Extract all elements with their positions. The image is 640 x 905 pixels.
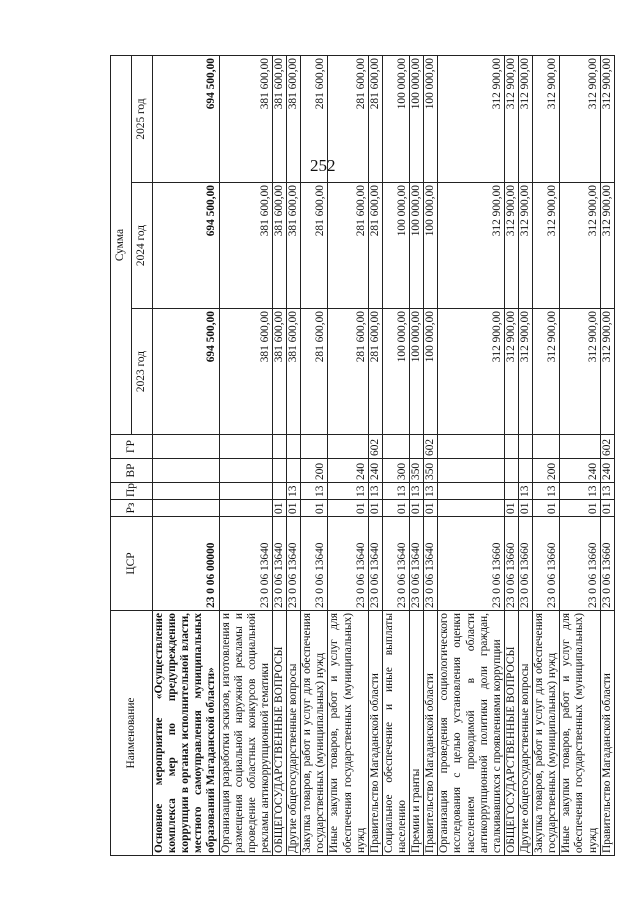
cell-sum-2025: 281 600,00 (328, 56, 368, 183)
cell-rz: 01 (410, 500, 424, 517)
cell-sum-2024: 694 500,00 (153, 183, 220, 309)
col-header-name: Наименование (111, 611, 153, 856)
cell-name: Социальное обеспечение и иные выплаты населению (382, 611, 409, 856)
cell-vr: 200 (533, 459, 560, 483)
cell-sum-2025: 281 600,00 (368, 56, 382, 183)
cell-name: Другие общегосударственные вопросы (287, 611, 301, 856)
col-header-2025: 2025 год (132, 56, 153, 183)
cell-sum-2024: 381 600,00 (272, 183, 286, 309)
cell-sum-2025: 381 600,00 (272, 56, 286, 183)
cell-sum-2025: 312 900,00 (518, 56, 532, 183)
cell-csr: 23 0 06 13640 (368, 517, 382, 611)
cell-vr (219, 459, 272, 483)
cell-gr (560, 435, 600, 459)
table-row (287, 56, 301, 856)
cell-pr: 13 (410, 483, 424, 500)
cell-rz: 01 (287, 500, 301, 517)
cell-sum-2024: 100 000,00 (410, 183, 424, 309)
cell-sum-2023: 281 600,00 (368, 309, 382, 435)
cell-rz: 01 (328, 500, 368, 517)
cell-sum-2025: 312 900,00 (600, 56, 614, 183)
cell-csr: 23 0 06 13640 (301, 517, 328, 611)
cell-sum-2025: 100 000,00 (424, 56, 438, 183)
table-body (153, 56, 615, 856)
cell-name: Организация проведения социологического исследования с целью установления оценки населением проводимой в области антикоррупционной политики доли граждан, сталкивавшихся с проявлениями коррупции (438, 611, 505, 856)
cell-pr: 13 (301, 483, 328, 500)
cell-sum-2024: 100 000,00 (424, 183, 438, 309)
cell-rz: 01 (560, 500, 600, 517)
cell-name: Закупка товаров, работ и услуг для обеспечения государственных (муниципальных) нужд (533, 611, 560, 856)
cell-csr: 23 0 06 13660 (518, 517, 532, 611)
cell-pr (153, 483, 220, 500)
cell-pr (504, 483, 518, 500)
cell-sum-2024: 312 900,00 (438, 183, 505, 309)
cell-pr: 13 (368, 483, 382, 500)
cell-name: Организация разработки эскизов, изготовления и размещения социальной наружной рекламы и проведение областных конкурсов социальной рекламы антикоррупционной тематики (219, 611, 272, 856)
cell-sum-2025: 100 000,00 (410, 56, 424, 183)
cell-csr: 23 0 06 13660 (560, 517, 600, 611)
cell-vr (504, 459, 518, 483)
cell-rz: 01 (504, 500, 518, 517)
cell-rz: 01 (368, 500, 382, 517)
cell-gr (382, 435, 409, 459)
cell-gr (219, 435, 272, 459)
cell-sum-2023: 312 900,00 (560, 309, 600, 435)
cell-sum-2025: 381 600,00 (219, 56, 272, 183)
cell-name: Премии и гранты (410, 611, 424, 856)
cell-csr: 23 0 06 13640 (410, 517, 424, 611)
cell-sum-2024: 312 900,00 (518, 183, 532, 309)
cell-pr: 13 (328, 483, 368, 500)
cell-sum-2025: 312 900,00 (504, 56, 518, 183)
cell-vr (153, 459, 220, 483)
cell-sum-2023: 281 600,00 (301, 309, 328, 435)
cell-sum-2023: 100 000,00 (410, 309, 424, 435)
table-row (272, 56, 286, 856)
cell-name: ОБЩЕГОСУДАРСТВЕННЫЕ ВОПРОСЫ (272, 611, 286, 856)
cell-csr: 23 0 06 13640 (272, 517, 286, 611)
table-row (560, 56, 600, 856)
cell-rz: 01 (533, 500, 560, 517)
cell-pr: 13 (518, 483, 532, 500)
cell-sum-2024: 381 600,00 (219, 183, 272, 309)
cell-rz (438, 500, 505, 517)
cell-sum-2024: 281 600,00 (328, 183, 368, 309)
cell-sum-2023: 381 600,00 (219, 309, 272, 435)
table-row (410, 56, 424, 856)
table-row (518, 56, 532, 856)
cell-name: Основное мероприятие «Осуществление комплекса мер по предупреждению коррупции в органах исполнительной власти, местного самоуправления муниципальных образований Магаданской области» (153, 611, 220, 856)
cell-sum-2023: 100 000,00 (382, 309, 409, 435)
page-number: 252 (310, 156, 336, 175)
col-header-gr: ГР (111, 435, 153, 459)
cell-sum-2023: 312 900,00 (518, 309, 532, 435)
cell-vr: 240 (328, 459, 368, 483)
cell-gr (328, 435, 368, 459)
cell-vr: 240 (560, 459, 600, 483)
cell-pr: 13 (600, 483, 614, 500)
cell-sum-2023: 694 500,00 (153, 309, 220, 435)
cell-gr (153, 435, 220, 459)
cell-gr (504, 435, 518, 459)
cell-rz: 01 (382, 500, 409, 517)
table-row (153, 56, 220, 856)
cell-csr: 23 0 06 13660 (438, 517, 505, 611)
cell-gr (287, 435, 301, 459)
cell-name: Правительство Магаданской области (600, 611, 614, 856)
cell-rz: 01 (518, 500, 532, 517)
table-row (424, 56, 438, 856)
cell-pr (438, 483, 505, 500)
cell-sum-2023: 312 900,00 (504, 309, 518, 435)
cell-rz: 01 (600, 500, 614, 517)
cell-rz (153, 500, 220, 517)
cell-pr: 13 (382, 483, 409, 500)
table-row (301, 56, 328, 856)
cell-vr (272, 459, 286, 483)
cell-csr: 23 0 06 13660 (533, 517, 560, 611)
cell-gr (301, 435, 328, 459)
cell-csr: 23 0 06 13640 (219, 517, 272, 611)
cell-csr: 23 0 06 13640 (287, 517, 301, 611)
rotated-page-area (110, 56, 613, 856)
cell-sum-2024: 281 600,00 (301, 183, 328, 309)
cell-sum-2023: 312 900,00 (438, 309, 505, 435)
cell-name: Правительство Магаданской области (424, 611, 438, 856)
cell-vr: 350 (410, 459, 424, 483)
cell-gr: 602 (424, 435, 438, 459)
col-header-pr: Пр (111, 483, 153, 500)
cell-name: Иные закупки товаров, работ и услуг для обеспечения государственных (муниципальных) нужд (328, 611, 368, 856)
cell-vr (518, 459, 532, 483)
cell-pr: 13 (424, 483, 438, 500)
cell-sum-2024: 100 000,00 (382, 183, 409, 309)
cell-sum-2024: 381 600,00 (287, 183, 301, 309)
cell-vr: 300 (382, 459, 409, 483)
col-header-sum: Сумма (111, 56, 132, 435)
cell-sum-2023: 312 900,00 (600, 309, 614, 435)
rotated-table-container (110, 56, 613, 856)
cell-vr: 240 (368, 459, 382, 483)
cell-sum-2024: 312 900,00 (533, 183, 560, 309)
cell-csr: 23 0 06 13640 (328, 517, 368, 611)
cell-csr: 23 0 06 00000 (153, 517, 220, 611)
col-header-rz: Рз (111, 500, 153, 517)
cell-sum-2023: 100 000,00 (424, 309, 438, 435)
cell-sum-2025: 100 000,00 (382, 56, 409, 183)
cell-sum-2023: 381 600,00 (287, 309, 301, 435)
cell-csr: 23 0 06 13640 (382, 517, 409, 611)
cell-gr (533, 435, 560, 459)
table-row (438, 56, 505, 856)
cell-sum-2025: 381 600,00 (287, 56, 301, 183)
cell-rz: 01 (301, 500, 328, 517)
cell-pr: 13 (287, 483, 301, 500)
cell-sum-2023: 312 900,00 (533, 309, 560, 435)
cell-pr (272, 483, 286, 500)
cell-pr: 13 (560, 483, 600, 500)
col-header-vr: ВР (111, 459, 153, 483)
cell-vr: 350 (424, 459, 438, 483)
cell-name: Другие общегосударственные вопросы (518, 611, 532, 856)
cell-rz (219, 500, 272, 517)
table-row (504, 56, 518, 856)
col-header-csr: ЦСР (111, 517, 153, 611)
cell-sum-2024: 312 900,00 (504, 183, 518, 309)
cell-gr: 602 (368, 435, 382, 459)
cell-name: ОБЩЕГОСУДАРСТВЕННЫЕ ВОПРОСЫ (504, 611, 518, 856)
cell-gr (272, 435, 286, 459)
cell-rz: 01 (424, 500, 438, 517)
table-row (382, 56, 409, 856)
cell-csr: 23 0 06 13660 (504, 517, 518, 611)
table-row (368, 56, 382, 856)
cell-sum-2024: 312 900,00 (600, 183, 614, 309)
cell-sum-2024: 312 900,00 (560, 183, 600, 309)
cell-sum-2025: 312 900,00 (438, 56, 505, 183)
cell-name: Закупка товаров, работ и услуг для обеспечения государственных (муниципальных) нужд (301, 611, 328, 856)
cell-pr (219, 483, 272, 500)
cell-csr: 23 0 06 13660 (600, 517, 614, 611)
cell-gr (438, 435, 505, 459)
table-header (111, 56, 153, 856)
table-row (219, 56, 272, 856)
cell-sum-2025: 694 500,00 (153, 56, 220, 183)
cell-gr (410, 435, 424, 459)
cell-sum-2023: 281 600,00 (328, 309, 368, 435)
cell-name: Иные закупки товаров, работ и услуг для обеспечения государственных (муниципальных) нужд (560, 611, 600, 856)
cell-gr (518, 435, 532, 459)
table-row (600, 56, 614, 856)
cell-sum-2024: 281 600,00 (368, 183, 382, 309)
cell-vr: 240 (600, 459, 614, 483)
cell-vr (438, 459, 505, 483)
cell-sum-2023: 381 600,00 (272, 309, 286, 435)
budget-table (110, 55, 615, 856)
table-row (328, 56, 368, 856)
cell-sum-2025: 312 900,00 (533, 56, 560, 183)
cell-name: Правительство Магаданской области (368, 611, 382, 856)
cell-gr: 602 (600, 435, 614, 459)
cell-csr: 23 0 06 13640 (424, 517, 438, 611)
cell-vr (287, 459, 301, 483)
col-header-2023: 2023 год (132, 309, 153, 435)
table-row (533, 56, 560, 856)
cell-sum-2025: 281 600,00 (301, 56, 328, 183)
cell-rz: 01 (272, 500, 286, 517)
col-header-2024: 2024 год (132, 183, 153, 309)
cell-pr: 13 (533, 483, 560, 500)
cell-sum-2025: 312 900,00 (560, 56, 600, 183)
cell-vr: 200 (301, 459, 328, 483)
